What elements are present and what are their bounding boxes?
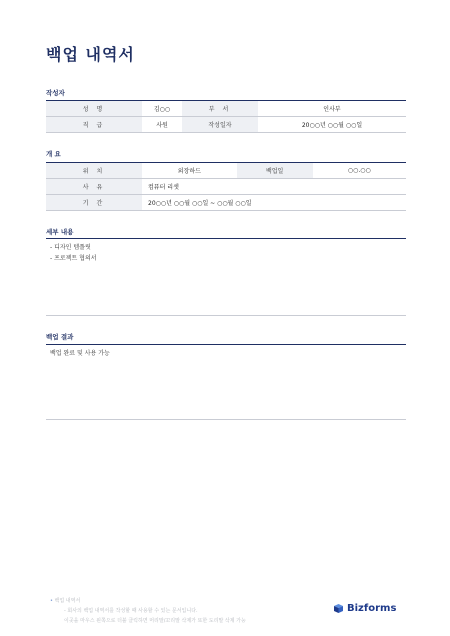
table-row — [46, 163, 406, 179]
name-value: 김○○ — [142, 101, 182, 117]
date-label: 작성일자 — [182, 117, 258, 133]
result-box — [46, 344, 406, 420]
author-table — [46, 100, 406, 133]
date-value: 20○○년 ○○월 ○○일 — [258, 117, 406, 133]
author-section-title: 작성자 — [46, 89, 65, 97]
location-value: 외장하드 — [142, 163, 237, 179]
rank-value: 사원 — [142, 117, 182, 133]
page-title: 백업 내역서 — [46, 45, 135, 64]
footer-bullet: • — [50, 598, 53, 604]
department-label: 부 서 — [182, 101, 258, 117]
backup-date-value: ○○.○○ — [313, 163, 406, 179]
list-item: - 디자인 템플릿 — [50, 244, 91, 251]
detail-section-title: 세부 내용 — [46, 228, 74, 236]
detail-box — [46, 238, 406, 316]
footer-title: 백업 내역서 — [54, 598, 81, 604]
table-row — [46, 179, 406, 195]
reason-value: 컴퓨터 리셋 — [142, 179, 406, 195]
brand-name: Bizforms — [347, 603, 397, 614]
bizforms-logo — [333, 603, 396, 614]
period-value: 20○○년 ○○월 ○○일 ~ ○○월 ○○일 — [142, 195, 406, 211]
backup-date-label: 백업일 — [237, 163, 313, 179]
table-row — [46, 117, 406, 133]
reason-label: 사 유 — [46, 179, 142, 195]
result-section-title: 백업 결과 — [46, 333, 74, 341]
footer-line-2: 이곳을 마우스 왼쪽으로 더블 클릭하면 머리말/꼬리말 삭제가 또한 도리말 삭제 가능 — [64, 618, 246, 624]
rank-label: 직 급 — [46, 117, 142, 133]
overview-section-title: 개 요 — [46, 150, 61, 158]
name-label: 성 명 — [46, 101, 142, 117]
overview-table — [46, 162, 406, 211]
result-text: 백업 완료 및 사용 가능 — [50, 350, 110, 357]
period-label: 기 간 — [46, 195, 142, 211]
table-row — [46, 101, 406, 117]
department-value: 인사부 — [258, 101, 406, 117]
location-label: 위 치 — [46, 163, 142, 179]
footer-line-1: - 회사의 백업 내역서를 작성할 때 사용할 수 있는 문서입니다. — [64, 608, 198, 614]
bizforms-logo-icon — [333, 603, 344, 614]
table-row — [46, 195, 406, 211]
list-item: - 프로젝트 협의서 — [50, 255, 97, 262]
footer-note — [50, 596, 246, 626]
